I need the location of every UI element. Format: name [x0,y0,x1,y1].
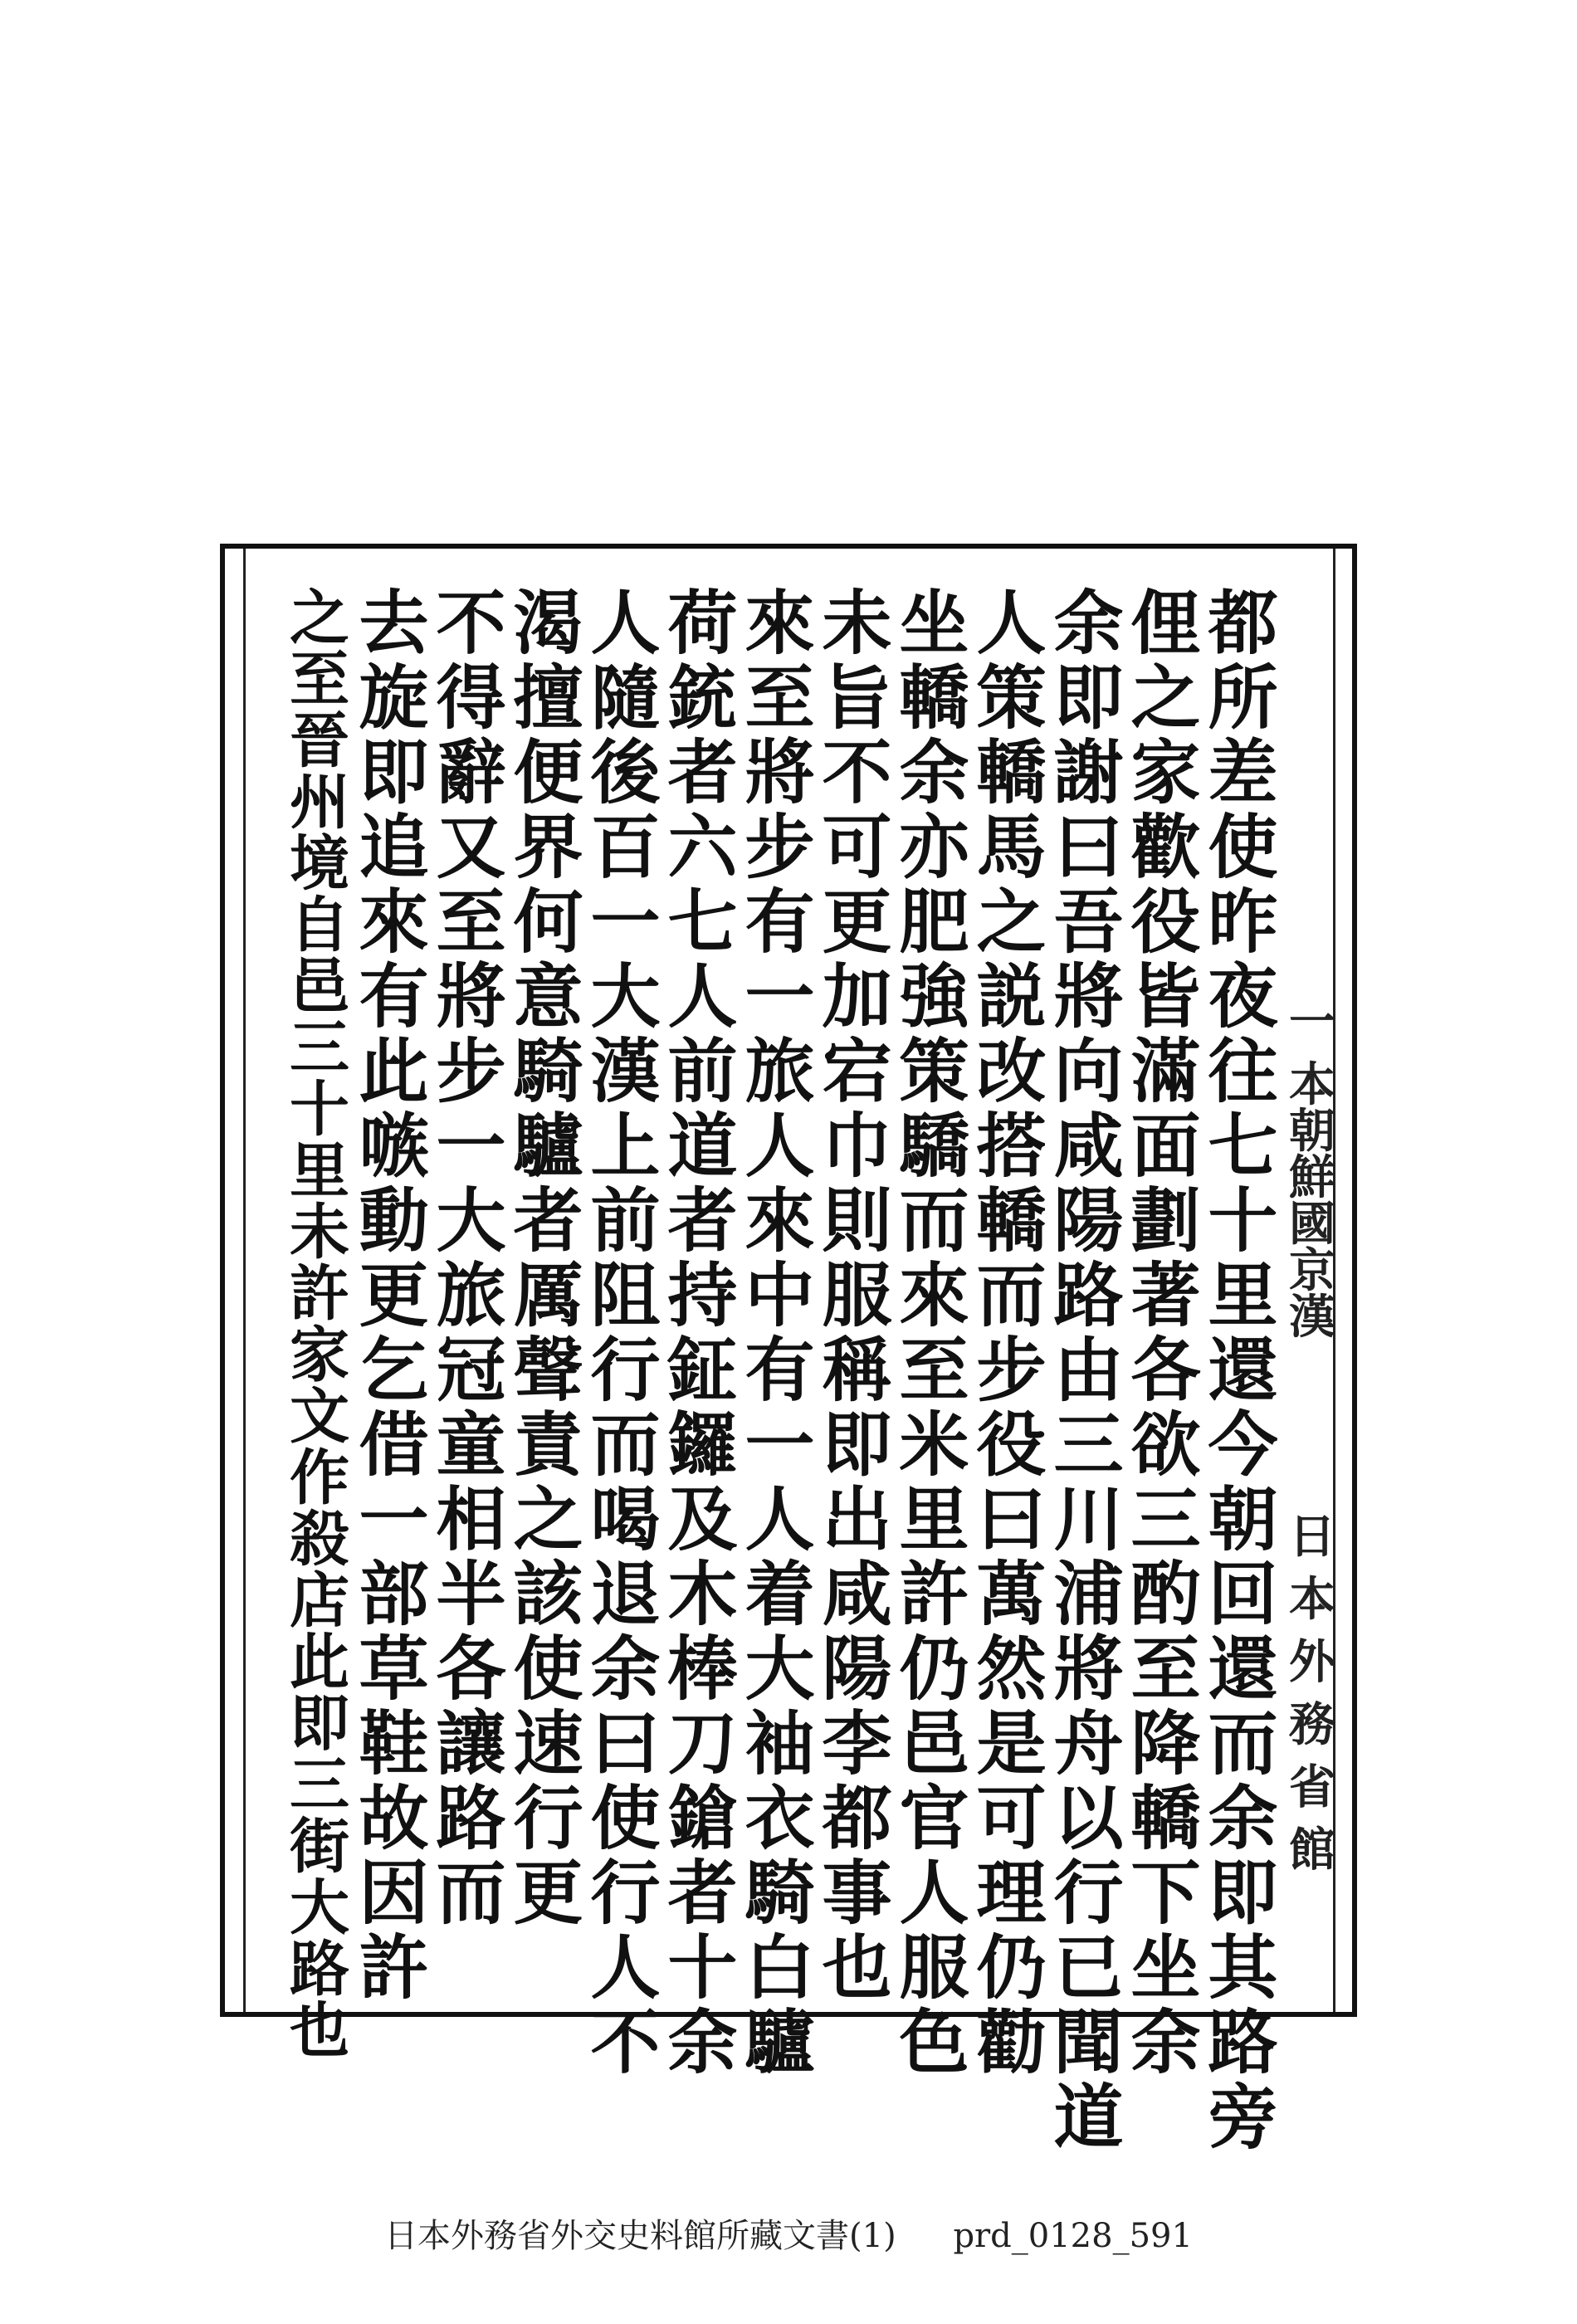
text-column: 渴擅便界何意騎驢者厲聲責之該使速行更 [502,586,584,1931]
text-column: 余即謝曰吾將向咸陽路由三川浦將舟以行已聞道 [1042,586,1125,2155]
text-column: 都所差使昨夜往七十里還今朝回還而余即其路旁 [1197,586,1279,2155]
header-note-top: 一 本朝鮮國京漢 [1282,997,1336,1339]
text-column: 不得辭又至將步一大旅冠童相半各讓路而 [425,586,507,1931]
document-page [220,544,1357,2155]
archive-caption [0,2209,1577,2257]
text-column: 俚之家歡役皆滿面劃著各欲三酌至降轎下坐余 [1120,586,1202,2080]
text-column: 來至將步有一旅人來中有一人着大袖衣騎白驢 [734,586,816,2080]
text-column: 荷銃者六七人前道者持鉦鑼及木棒刀鎗者十余 [657,586,739,2080]
text-column: 之至晉州境自邑三十里未許家文作殺店此即三街大路也 [280,586,350,2060]
document-id: prd_0128_591 [953,2217,1193,2255]
header-note-side: 日 本 外 務 省 館 [1282,1511,1336,1872]
text-column: 人隨後百一大漢上前阻行而喝退余曰使行人不 [579,586,662,2080]
text-columns [225,549,1352,2155]
text-column: 未旨不可更加宕巾則服稱即出咸陽李都事也 [811,586,893,2005]
text-column: 人策轎馬之説改搭轎而步役曰萬然是可理仍勸 [965,586,1047,2080]
text-column: 坐轎余亦肥強策驕而來至米里許仍邑官人服色 [888,586,970,2080]
text-column: 去旋即追來有此嗾動更乞借一部草鞋故因許 [348,586,430,2005]
archive-name: 日本外務省外交史料館所藏文書(1) [384,2217,896,2255]
